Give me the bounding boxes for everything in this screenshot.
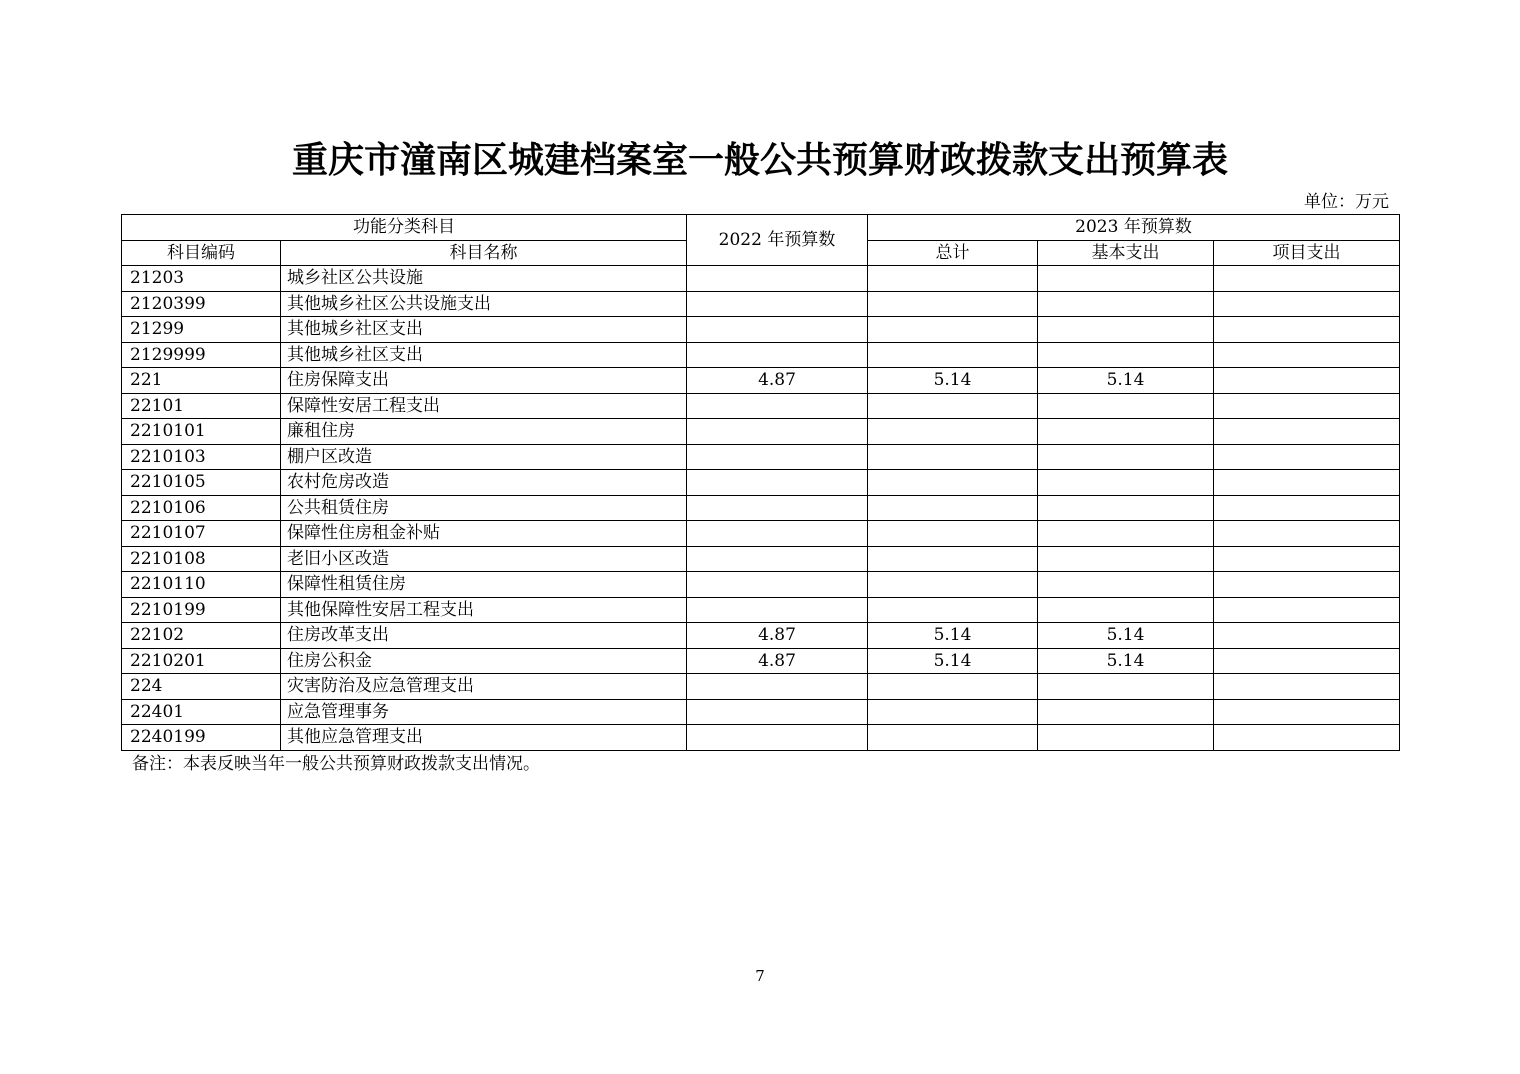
cell-name: 保障性安居工程支出 (281, 393, 687, 419)
table-row (122, 266, 1400, 292)
cell-budget-2022 (687, 597, 868, 623)
cell-total (868, 495, 1038, 521)
cell-basic (1038, 317, 1214, 343)
table-row (122, 419, 1400, 445)
cell-budget-2022: 4.87 (687, 368, 868, 394)
cell-name: 应急管理事务 (281, 699, 687, 725)
cell-name: 保障性租赁住房 (281, 572, 687, 598)
cell-total (868, 317, 1038, 343)
cell-project (1214, 393, 1400, 419)
cell-project (1214, 266, 1400, 292)
cell-budget-2022 (687, 725, 868, 751)
cell-name: 住房公积金 (281, 648, 687, 674)
cell-code: 2129999 (122, 342, 281, 368)
cell-code: 2210107 (122, 521, 281, 547)
table-row (122, 623, 1400, 649)
cell-total (868, 572, 1038, 598)
cell-code: 2210105 (122, 470, 281, 496)
cell-total (868, 342, 1038, 368)
table-row (122, 393, 1400, 419)
table-row (122, 521, 1400, 547)
cell-budget-2022 (687, 521, 868, 547)
table-row (122, 699, 1400, 725)
cell-basic: 5.14 (1038, 368, 1214, 394)
unit-label: 单位：万元 (1304, 192, 1389, 212)
cell-code: 2120399 (122, 291, 281, 317)
cell-code: 2240199 (122, 725, 281, 751)
cell-project (1214, 317, 1400, 343)
cell-basic (1038, 572, 1214, 598)
cell-basic (1038, 546, 1214, 572)
cell-project (1214, 623, 1400, 649)
cell-budget-2022 (687, 342, 868, 368)
cell-budget-2022 (687, 470, 868, 496)
cell-project (1214, 725, 1400, 751)
cell-code: 21203 (122, 266, 281, 292)
cell-total: 5.14 (868, 368, 1038, 394)
header-budget-2022: 2022 年预算数 (687, 215, 868, 266)
cell-budget-2022 (687, 572, 868, 598)
cell-name: 棚户区改造 (281, 444, 687, 470)
cell-project (1214, 674, 1400, 700)
cell-budget-2022 (687, 444, 868, 470)
footnote: 备注：本表反映当年一般公共预算财政拨款支出情况。 (132, 754, 540, 774)
cell-code: 2210103 (122, 444, 281, 470)
cell-project (1214, 419, 1400, 445)
cell-project (1214, 597, 1400, 623)
cell-total (868, 419, 1038, 445)
cell-code: 2210199 (122, 597, 281, 623)
cell-project (1214, 495, 1400, 521)
cell-name: 城乡社区公共设施 (281, 266, 687, 292)
cell-basic (1038, 725, 1214, 751)
cell-project (1214, 648, 1400, 674)
cell-name: 其他应急管理支出 (281, 725, 687, 751)
cell-budget-2022 (687, 674, 868, 700)
cell-budget-2022 (687, 495, 868, 521)
cell-project (1214, 572, 1400, 598)
page-title: 重庆市潼南区城建档案室一般公共预算财政拨款支出预算表 (291, 139, 1228, 181)
table-row (122, 291, 1400, 317)
cell-basic (1038, 699, 1214, 725)
cell-total: 5.14 (868, 623, 1038, 649)
cell-total: 5.14 (868, 648, 1038, 674)
cell-budget-2022 (687, 317, 868, 343)
cell-total (868, 674, 1038, 700)
header-code: 科目编码 (122, 240, 281, 266)
cell-basic (1038, 419, 1214, 445)
cell-name: 其他城乡社区公共设施支出 (281, 291, 687, 317)
table-row (122, 546, 1400, 572)
cell-basic: 5.14 (1038, 623, 1214, 649)
cell-total (868, 291, 1038, 317)
cell-basic (1038, 521, 1214, 547)
cell-basic (1038, 291, 1214, 317)
cell-project (1214, 444, 1400, 470)
cell-basic (1038, 470, 1214, 496)
cell-budget-2022 (687, 291, 868, 317)
cell-code: 2210106 (122, 495, 281, 521)
cell-code: 2210110 (122, 572, 281, 598)
cell-code: 221 (122, 368, 281, 394)
cell-project (1214, 546, 1400, 572)
cell-total (868, 597, 1038, 623)
cell-code: 2210101 (122, 419, 281, 445)
cell-name: 其他城乡社区支出 (281, 342, 687, 368)
cell-budget-2022 (687, 699, 868, 725)
cell-project (1214, 521, 1400, 547)
cell-basic (1038, 342, 1214, 368)
cell-total (868, 470, 1038, 496)
cell-code: 2210108 (122, 546, 281, 572)
cell-basic (1038, 266, 1214, 292)
cell-total (868, 521, 1038, 547)
header-project: 项目支出 (1214, 240, 1400, 266)
cell-budget-2022 (687, 266, 868, 292)
cell-budget-2022 (687, 393, 868, 419)
cell-name: 保障性住房租金补贴 (281, 521, 687, 547)
cell-budget-2022 (687, 546, 868, 572)
cell-total (868, 444, 1038, 470)
cell-basic (1038, 674, 1214, 700)
table-row (122, 648, 1400, 674)
cell-project (1214, 470, 1400, 496)
cell-name: 老旧小区改造 (281, 546, 687, 572)
cell-name: 廉租住房 (281, 419, 687, 445)
cell-code: 21299 (122, 317, 281, 343)
cell-name: 住房保障支出 (281, 368, 687, 394)
cell-name: 农村危房改造 (281, 470, 687, 496)
table-row (122, 368, 1400, 394)
cell-total (868, 699, 1038, 725)
header-basic: 基本支出 (1038, 240, 1214, 266)
cell-total (868, 725, 1038, 751)
table-row (122, 317, 1400, 343)
cell-basic (1038, 393, 1214, 419)
cell-code: 22101 (122, 393, 281, 419)
cell-name: 公共租赁住房 (281, 495, 687, 521)
cell-basic (1038, 597, 1214, 623)
cell-name: 灾害防治及应急管理支出 (281, 674, 687, 700)
cell-project (1214, 699, 1400, 725)
table-row (122, 470, 1400, 496)
cell-total (868, 266, 1038, 292)
cell-basic: 5.14 (1038, 648, 1214, 674)
cell-total (868, 393, 1038, 419)
header-budget-2023: 2023 年预算数 (868, 215, 1400, 241)
cell-budget-2022 (687, 419, 868, 445)
table-row (122, 342, 1400, 368)
table-row (122, 674, 1400, 700)
cell-name: 住房改革支出 (281, 623, 687, 649)
cell-project (1214, 368, 1400, 394)
header-category: 功能分类科目 (122, 215, 687, 241)
table-body (122, 266, 1400, 751)
page-number: 7 (755, 967, 765, 985)
cell-code: 2210201 (122, 648, 281, 674)
cell-code: 224 (122, 674, 281, 700)
cell-name: 其他城乡社区支出 (281, 317, 687, 343)
cell-project (1214, 291, 1400, 317)
cell-code: 22102 (122, 623, 281, 649)
cell-basic (1038, 495, 1214, 521)
cell-budget-2022: 4.87 (687, 648, 868, 674)
cell-budget-2022: 4.87 (687, 623, 868, 649)
header-total: 总计 (868, 240, 1038, 266)
header-name: 科目名称 (281, 240, 687, 266)
table-row (122, 725, 1400, 751)
budget-table (121, 214, 1400, 751)
cell-name: 其他保障性安居工程支出 (281, 597, 687, 623)
cell-basic (1038, 444, 1214, 470)
table-row (122, 444, 1400, 470)
table-row (122, 572, 1400, 598)
cell-total (868, 546, 1038, 572)
cell-project (1214, 342, 1400, 368)
table-row (122, 597, 1400, 623)
table-row (122, 495, 1400, 521)
cell-code: 22401 (122, 699, 281, 725)
